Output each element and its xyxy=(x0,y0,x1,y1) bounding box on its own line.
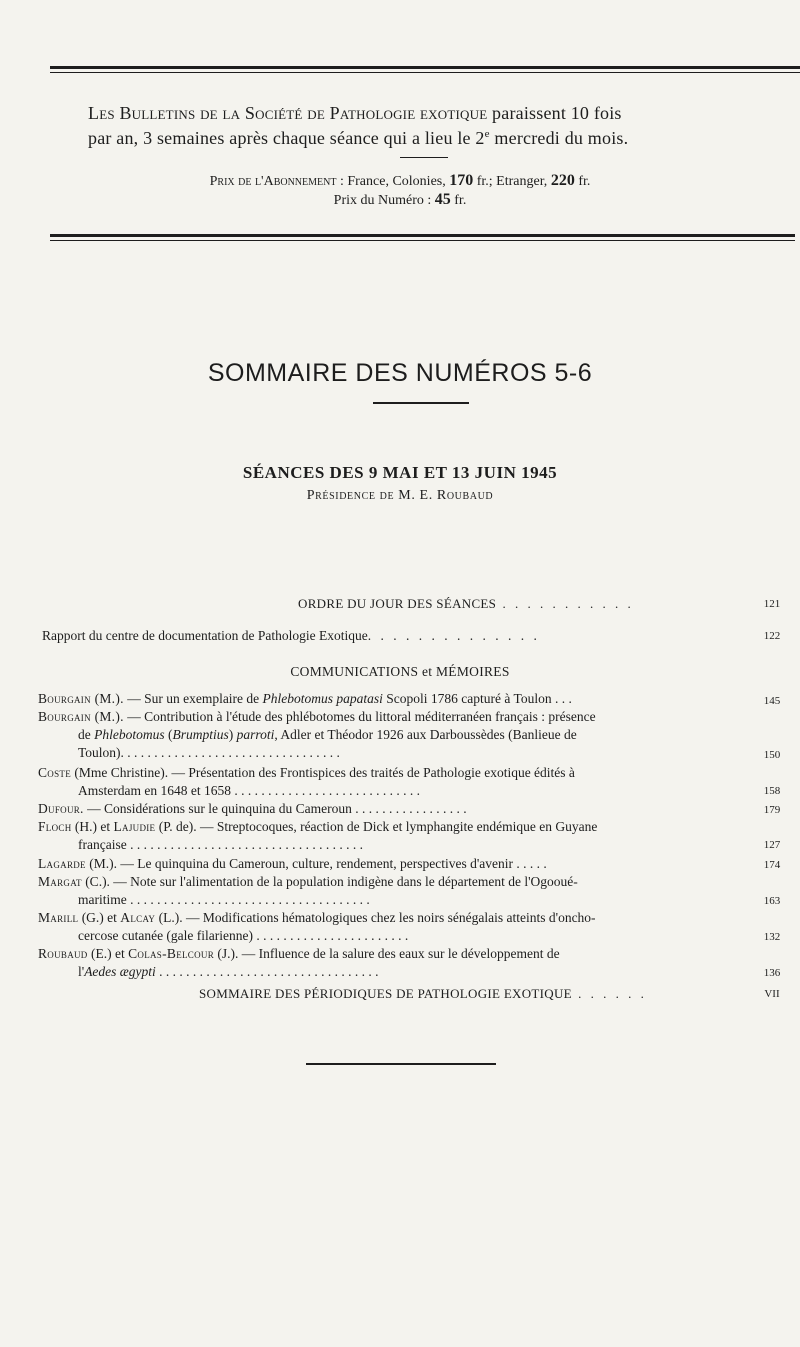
entry-text: (P. de). — Streptocoques, réaction de Dick et lymphangite endémique en Guyane xyxy=(155,819,598,834)
entry-text: maritime . . . . . . . . . . . . . . . . . . . . . . . . . . . . . . . . . . . . xyxy=(78,892,370,907)
toc-periodiques-dots: . . . . . . xyxy=(571,986,647,1001)
entry-author: Dufour. xyxy=(38,801,84,816)
entry-italic: parroti xyxy=(236,727,275,742)
toc-entry xyxy=(38,800,740,818)
price-france: 170 xyxy=(449,172,474,189)
toc-periodiques-text xyxy=(199,985,647,1003)
entry-page: 163 xyxy=(763,895,781,907)
toc-ordre-dots: . . . . . . . . . . . xyxy=(496,596,634,611)
entry-text: (J.). — Influence de la salure des eaux sur le développement de xyxy=(214,946,560,961)
entry-text: (M.). — Le quinquina du Cameroun, culture, rendement, perspectives d'avenir . . . . . xyxy=(85,856,547,871)
entry-author: Bourgain (M.). xyxy=(38,691,124,706)
entry-text: — Considérations sur le quinquina du Cameroun . . . . . . . . . . . . . . . . . xyxy=(83,801,467,816)
toc-entry xyxy=(38,855,740,873)
communications-heading: COMMUNICATIONS et MÉMOIRES xyxy=(290,664,510,679)
entry-italic: Phlebotomus papatasi xyxy=(262,691,383,706)
entry-author: Bourgain (M.). xyxy=(38,709,124,724)
intro-text-2: par an, 3 semaines après chaque séance qui a lieu le 2 xyxy=(88,128,485,148)
short-rule-1 xyxy=(400,157,448,158)
toc-ordre-page: 121 xyxy=(763,598,781,610)
entry-text: ) xyxy=(228,727,237,742)
toc-ordre-label: ORDRE DU JOUR DES SÉANCES xyxy=(298,596,497,611)
title-underline xyxy=(373,402,469,404)
entry-text: l' xyxy=(78,964,85,979)
entry-author: Margat xyxy=(38,874,82,889)
entry-text: ( xyxy=(164,727,173,742)
entry-italic: Brumptius xyxy=(172,727,229,742)
entry-page: 179 xyxy=(763,804,781,816)
entry-text: cercose cutanée (gale filarienne) . . . . . . . . . . . . . . . . . . . . . . . xyxy=(78,928,409,943)
seances-heading: SÉANCES DES 9 MAI ET 13 JUIN 1945 xyxy=(242,463,558,482)
entry-page: 150 xyxy=(763,749,781,761)
entry-author: Lajudie xyxy=(113,819,156,834)
toc-periodiques-label: SOMMAIRE DES PÉRIODIQUES DE PATHOLOGIE EXOTIQUE xyxy=(199,986,572,1001)
price-fr2: fr. xyxy=(574,174,591,189)
intro-publication-name: Les Bulletins de la Société de Pathologie exotique xyxy=(88,103,488,123)
numero-price: 45 xyxy=(434,191,451,208)
price-text: : France, Colonies, xyxy=(336,174,450,189)
entry-text: française . . . . . . . . . . . . . . . . . . . . . . . . . . . . . . . . . . . xyxy=(78,837,363,852)
entry-italic: Phlebotomus xyxy=(94,727,165,742)
entry-text: , Adler et Théodor 1926 aux Darboussèdes (Banlieue de xyxy=(274,727,577,742)
page-title: SOMMAIRE DES NUMÉROS 5-6 xyxy=(207,359,593,387)
toc-rapport-dots: . . . . . . . . . . . . . . xyxy=(367,628,540,643)
entry-text: (E.) et xyxy=(87,946,129,961)
toc-ordre-text xyxy=(298,595,634,613)
entry-author: Lagarde xyxy=(38,856,86,871)
entry-page: 158 xyxy=(763,785,781,797)
toc-entry xyxy=(38,873,740,909)
price-label: Prix de l'Abonnement xyxy=(209,174,337,189)
issue-price xyxy=(0,191,800,209)
toc-rapport-page: 122 xyxy=(763,630,781,642)
entry-author: Colas-Belcour xyxy=(128,946,214,961)
toc-entry xyxy=(38,945,740,981)
entry-author: Alcay xyxy=(120,910,156,925)
toc-periodiques-page: VII xyxy=(764,988,780,1000)
numero-fr: fr. xyxy=(450,193,467,208)
toc-entry xyxy=(38,708,740,762)
top-double-rule xyxy=(50,66,800,73)
entry-page: 174 xyxy=(763,859,781,871)
toc-entry xyxy=(38,818,740,854)
entry-text: (G.) et xyxy=(78,910,121,925)
entry-text: (Mme Christine). — Présentation des Frontispices des traités de Pathologie exotique édités à xyxy=(71,765,575,780)
numero-text: Prix du Numéro : xyxy=(333,193,435,208)
entry-text: (L.). — Modifications hématologiques chez les noirs sénégalais atteints d'oncho- xyxy=(155,910,596,925)
second-double-rule xyxy=(50,234,795,241)
entry-text: — Contribution à l'étude des phlébotomes du littoral méditerranéen français : présence xyxy=(123,709,596,724)
entry-page: 132 xyxy=(763,931,781,943)
entry-text: Scopoli 1786 capturé à Toulon . . . xyxy=(382,691,572,706)
presidence-line: Présidence de M. E. Roubaud xyxy=(306,488,494,503)
toc-entry xyxy=(38,690,740,708)
entry-page: 127 xyxy=(763,839,781,851)
intro-text-3: mercredi du mois. xyxy=(489,128,629,148)
entry-text: Toulon). . . . . . . . . . . . . . . . . . . . . . . . . . . . . . . . . xyxy=(78,745,340,760)
subscription-price xyxy=(0,172,800,190)
entry-text: Amsterdam en 1648 et 1658 . . . . . . . . . . . . . . . . . . . . . . . . . . . . xyxy=(78,783,420,798)
entry-page: 145 xyxy=(763,695,781,707)
entry-page: 136 xyxy=(763,967,781,979)
toc-rapport-text xyxy=(42,627,540,645)
entry-text: . . . . . . . . . . . . . . . . . . . . . . . . . . . . . . . . . xyxy=(155,964,379,979)
bottom-rule xyxy=(306,1063,496,1065)
entry-text: de xyxy=(78,727,95,742)
entry-text: (H.) et xyxy=(71,819,114,834)
entry-text: (C.). — Note sur l'alimentation de la population indigène dans le département de l'Ogooué- xyxy=(81,874,578,889)
toc-entry xyxy=(38,764,740,800)
entry-text: — Sur un exemplaire de xyxy=(123,691,263,706)
entry-author: Marill xyxy=(38,910,79,925)
toc-rapport-label: Rapport du centre de documentation de Pathologie Exotique xyxy=(42,628,368,643)
entry-author: Coste xyxy=(38,765,72,780)
intro-paragraph xyxy=(88,103,768,149)
price-etranger: 220 xyxy=(550,172,575,189)
entry-italic: Aedes ægypti xyxy=(84,964,156,979)
entry-author: Roubaud xyxy=(38,946,88,961)
intro-text-1: paraissent 10 fois xyxy=(487,103,622,123)
intro-sup: e xyxy=(484,128,490,140)
toc-entry xyxy=(38,909,740,945)
entry-author: Floch xyxy=(38,819,72,834)
price-fr1: fr.; Etranger, xyxy=(473,174,551,189)
